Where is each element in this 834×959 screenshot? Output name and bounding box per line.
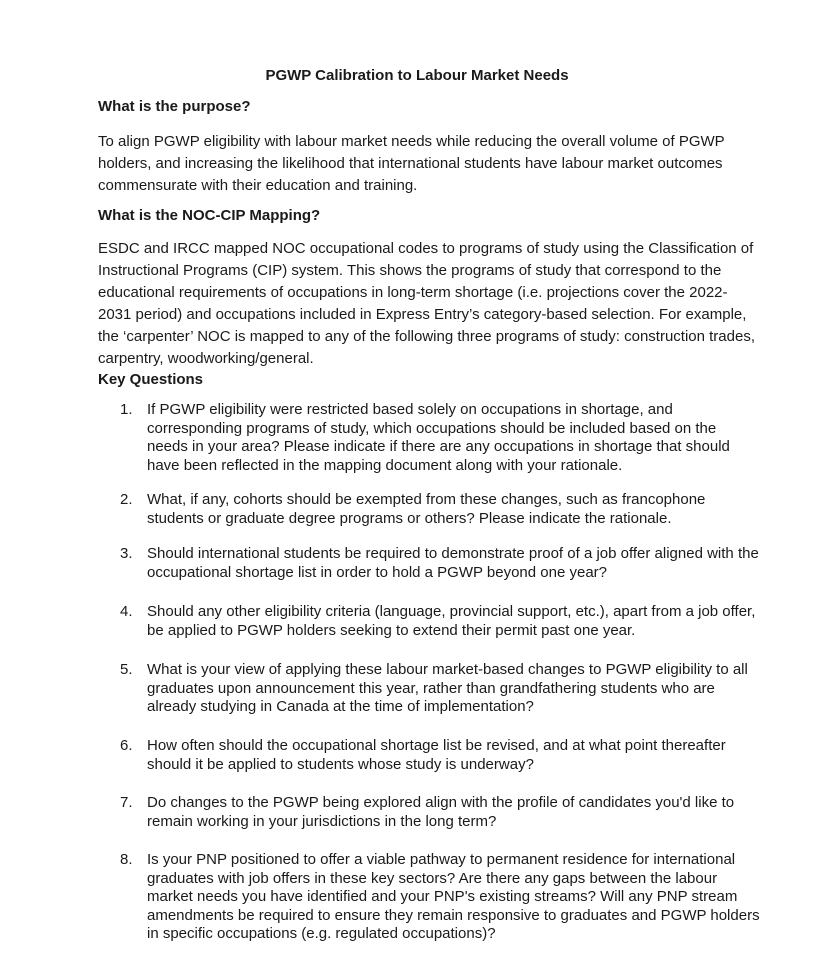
key-questions-heading: Key Questions xyxy=(98,371,204,388)
question-item xyxy=(120,661,760,717)
question-number: 1. xyxy=(120,401,133,418)
question-number: 7. xyxy=(120,794,133,811)
question-text: What, if any, cohorts should be exempted from these changes, such as francophone students or graduate degree programs or others? Please indicate the rationale. xyxy=(147,491,706,527)
question-text: How often should the occupational shortage list be revised, and at what point thereafter should it be applied to students whose study is underway? xyxy=(147,737,726,773)
question-item xyxy=(120,737,760,774)
question-text: What is your view of applying these labour market-based changes to PGWP eligibility to all graduates upon announcement this year, rather than grandfathering students who are already studying in Canada at the time of implementation? xyxy=(147,661,748,715)
question-item xyxy=(120,491,760,528)
question-text: Should international students be required to demonstrate proof of a job offer aligned with the occupational shortage list in order to hold a PGWP beyond one year? xyxy=(147,545,759,581)
question-number: 4. xyxy=(120,603,133,620)
purpose-heading: What is the purpose? xyxy=(98,98,251,115)
document-title: PGWP Calibration to Labour Market Needs xyxy=(265,67,569,84)
question-item xyxy=(120,401,760,475)
question-number: 3. xyxy=(120,545,133,562)
question-text: If PGWP eligibility were restricted based solely on occupations in shortage, and corresponding programs of study, which occupations should be included based on the needs in your area? Please indicate if there are any occupations in shortage that should have been reflected in the mapping document along with your rationale. xyxy=(147,401,730,474)
question-item xyxy=(120,851,760,944)
question-item xyxy=(120,545,760,582)
question-text: Do changes to the PGWP being explored align with the profile of candidates you'd like to remain working in your jurisdictions in the long term? xyxy=(147,794,735,830)
question-item xyxy=(120,794,760,831)
question-text: Is your PNP positioned to offer a viable pathway to permanent residence for international graduates with job offers in these key sectors? Are there any gaps between the labour market needs you have identified and your PNP's existing streams? Will any PNP stream amendments be required to ensure they remain responsive to graduates and PGWP holders in specific occupations (e.g. regulated occupations)? xyxy=(147,851,760,942)
purpose-paragraph: To align PGWP eligibility with labour market needs while reducing the overall volume of PGWP holders, and increasing the likelihood that international students have labour market outcomes commensurate with their education and training. xyxy=(98,133,725,194)
question-number: 2. xyxy=(120,491,133,508)
question-text: Should any other eligibility criteria (language, provincial support, etc.), apart from a job offer, be applied to PGWP holders seeking to extend their permit past one year. xyxy=(147,603,756,639)
question-number: 6. xyxy=(120,737,133,754)
question-number: 8. xyxy=(120,851,133,868)
question-item xyxy=(120,603,760,640)
mapping-heading: What is the NOC-CIP Mapping? xyxy=(98,207,321,224)
question-number: 5. xyxy=(120,661,133,678)
mapping-paragraph: ESDC and IRCC mapped NOC occupational codes to programs of study using the Classification of Instructional Programs (CIP) system. This shows the programs of study that correspond to the educational requirements of occupations in long-term shortage (i.e. projections cover the 2022-2031 period) and occupations included in Express Entry’s category-based selection. For example, the ‘carpenter’ NOC is mapped to any of the following three programs of study: construction trades, carpentry, woodworking/general. xyxy=(98,240,755,367)
